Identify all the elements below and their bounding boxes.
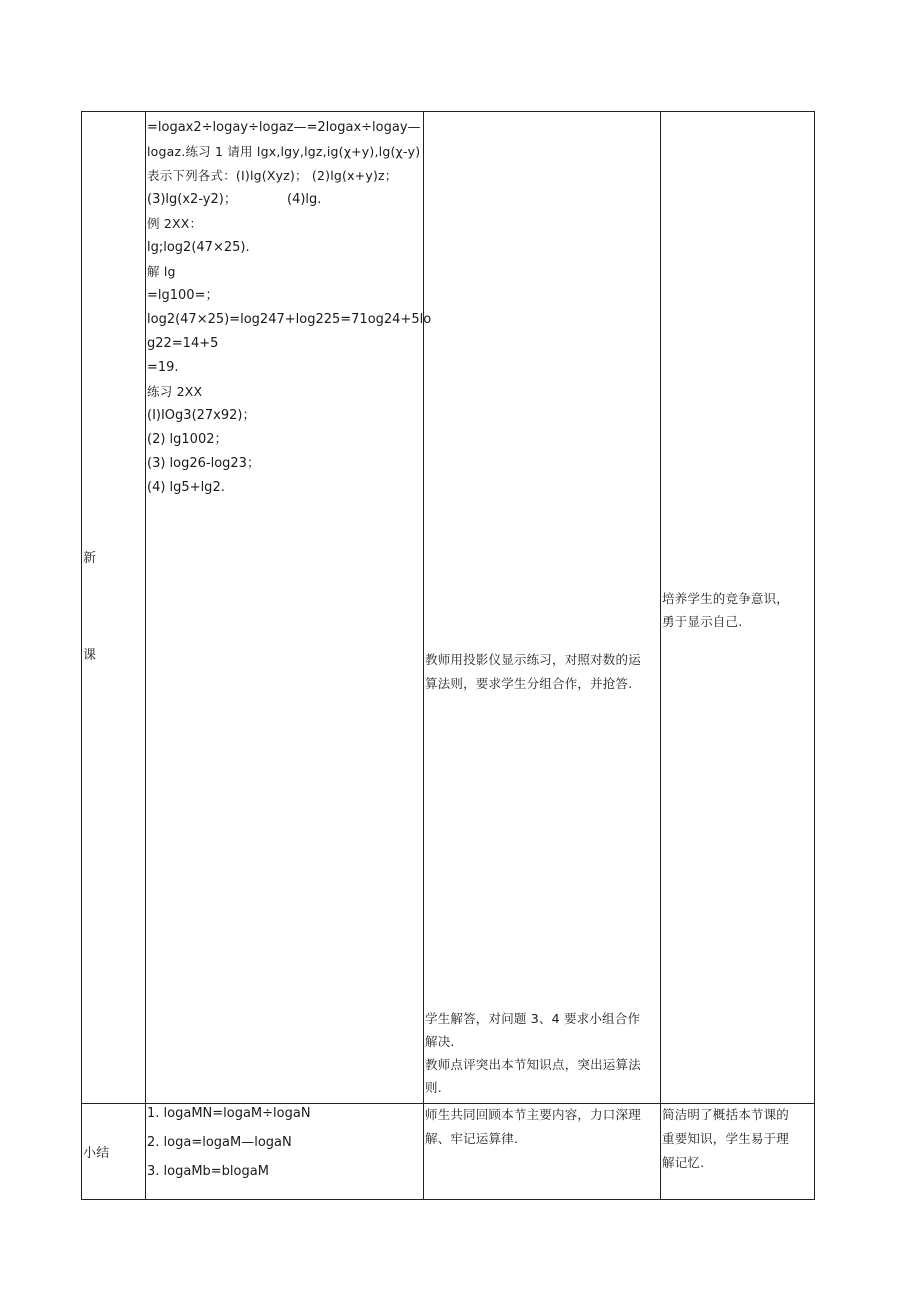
content-line: 解 lg xyxy=(147,264,176,279)
content-line: (3)lg(x2-y2)； xyxy=(147,192,237,207)
content-line: lg;log2(47×25). xyxy=(147,240,250,255)
content-line: g22=14+5 xyxy=(147,336,219,351)
teacher-activity-line: 算法则，要求学生分组合作，并抢答. xyxy=(425,676,633,691)
content-line: (4) lg5+lg2. xyxy=(147,480,225,495)
table-right-border xyxy=(814,111,815,1200)
content-line: logaz.练习 1 请用 lgx,lgy,lgz,ig(χ+y),lg(χ-y) xyxy=(147,144,421,159)
design-intent-line: 培养学生的竞争意识， xyxy=(662,591,790,606)
column-divider-1 xyxy=(145,111,146,1200)
summary-formula: 2. loga=logaM—logaN xyxy=(147,1135,292,1150)
content-line: 例 2XX： xyxy=(147,216,203,231)
teacher-activity-line: 则. xyxy=(425,1080,442,1095)
section-label-lesson: 课 xyxy=(83,648,97,663)
teacher-activity-line: 学生解答，对问题 3、4 要求小组合作 xyxy=(425,1011,641,1026)
content-line: =19. xyxy=(147,360,179,375)
summary-activity-line: 解、牢记运算律. xyxy=(425,1131,519,1146)
column-divider-3 xyxy=(660,111,661,1200)
content-line: (2) lg1002； xyxy=(147,432,228,447)
summary-formula: 3. logaMb=blogaM xyxy=(147,1164,269,1179)
column-divider-2 xyxy=(423,111,424,1200)
section-label-summary: 小结 xyxy=(83,1146,110,1161)
teacher-activity-line: 教师用投影仪显示练习，对照对数的运 xyxy=(425,652,641,667)
summary-intent-line: 简洁明了概括本节课的 xyxy=(662,1107,790,1122)
content-line: (3) log26-log23； xyxy=(147,456,260,471)
content-line: 表示下列各式：(I)lg(Xyz)； (2)lg(x+y)z； xyxy=(147,168,398,183)
content-line: (I)IOg3(27x92)； xyxy=(147,408,256,423)
teacher-activity-line: 解决. xyxy=(425,1034,455,1049)
table-bottom-border xyxy=(81,1199,815,1200)
content-line: =lg100=； xyxy=(147,288,219,303)
section-label-new: 新 xyxy=(83,551,97,566)
content-line: (4)lg. xyxy=(287,192,322,207)
content-line: =logax2÷logay÷logaz—=2logax÷logay— xyxy=(147,120,421,135)
summary-intent-line: 重要知识，学生易于理 xyxy=(662,1131,790,1146)
table-left-border xyxy=(81,111,82,1200)
summary-formula: 1. logaMN=logaM÷logaN xyxy=(147,1106,311,1121)
summary-activity-line: 师生共同回顾本节主要内容，力口深理 xyxy=(425,1107,641,1122)
content-line: 练习 2XX xyxy=(147,384,203,399)
teacher-activity-line: 教师点评突出本节知识点，突出运算法 xyxy=(425,1057,641,1072)
summary-intent-line: 解记忆. xyxy=(662,1155,705,1170)
content-line: log2(47×25)=log247+log225=71og24+5lo xyxy=(147,312,432,327)
table-top-border xyxy=(81,111,815,112)
design-intent-line: 勇于显示自己. xyxy=(662,614,743,629)
row-divider xyxy=(81,1103,815,1104)
